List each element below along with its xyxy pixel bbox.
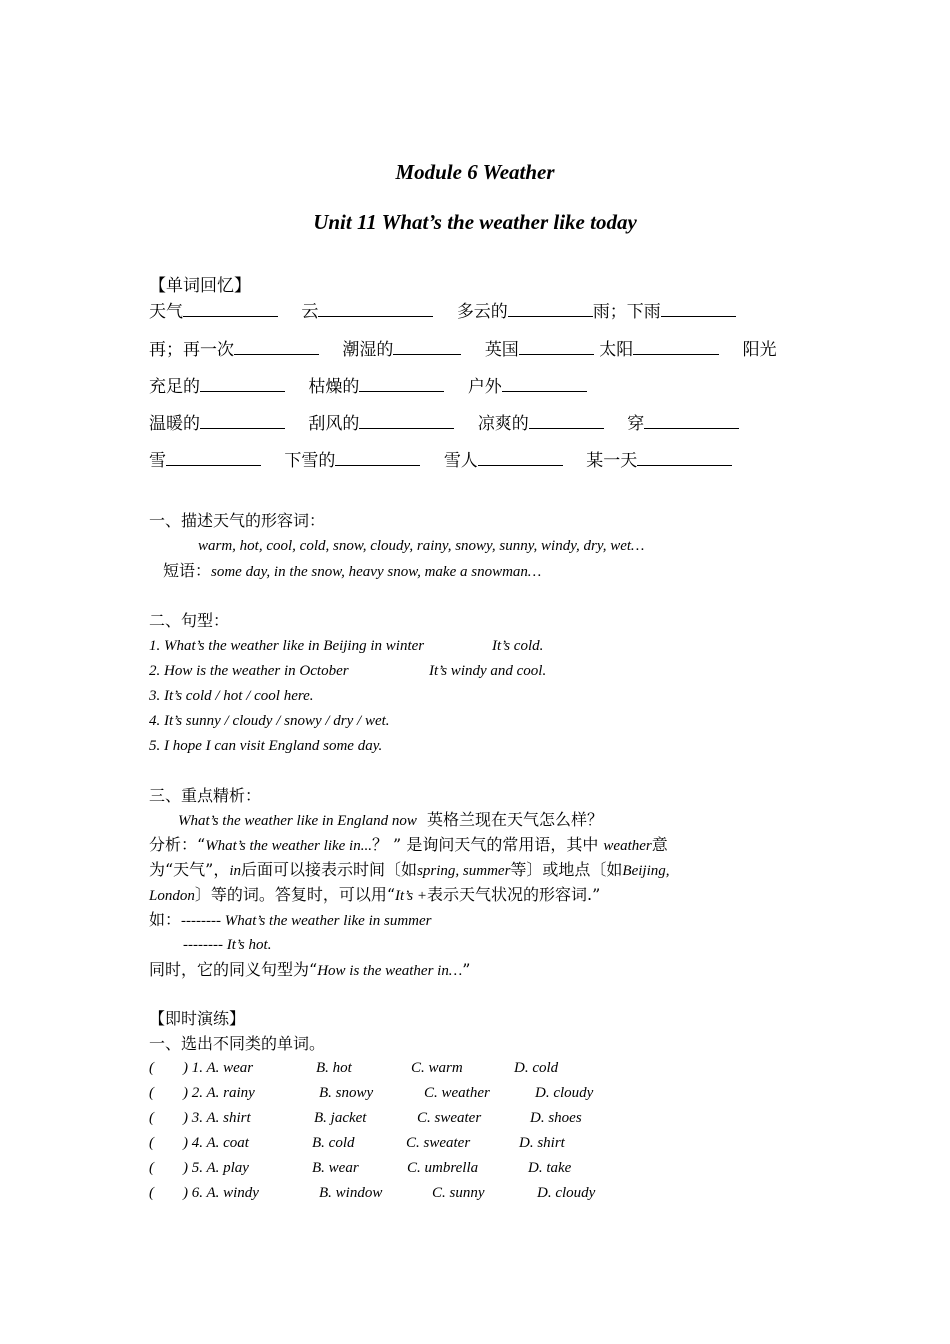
vocab-word: 充足的 [149,377,200,397]
answer-blank[interactable] [519,336,594,355]
analysis-english: London [149,888,195,904]
example-question: -------- What’s the weather like in summer [181,913,432,929]
answer-paren[interactable]: ( [149,1060,154,1076]
option-b: B. window [319,1185,383,1201]
example-answer: -------- It’s hot. [183,937,272,953]
option-d: D. cloudy [535,1085,594,1101]
option-d: D. cloudy [537,1185,596,1201]
option-c: C. umbrella [407,1160,479,1176]
synonym-text: ” [462,960,471,979]
option-c: C. weather [424,1085,490,1101]
vocab-word: 某一天 [586,451,638,471]
option-b: B. jacket [314,1110,367,1126]
option-a: ) 1. A. wear [183,1060,254,1076]
option-c: C. sweater [406,1135,471,1151]
option-a: ) 2. A. rainy [183,1085,255,1101]
vocab-word: 枯燥的 [308,377,360,397]
answer-paren[interactable]: ( [149,1135,154,1151]
vocab-word: 雪人 [443,451,478,471]
phrases-label: 短语： [163,561,212,580]
vocab-word: 凉爽的 [477,414,529,434]
answer-blank[interactable] [183,298,278,317]
answer-blank[interactable] [335,447,420,466]
page-subtitle: Unit 11 What’s the weather like today [313,210,637,234]
analysis-text: 后面可以接表示时间〔如 [241,860,418,879]
analysis-text: 意 [651,835,668,854]
answer-blank[interactable] [644,410,739,429]
vocab-word: 天气 [149,302,183,322]
vocab-row [149,336,777,362]
vocab-row [149,410,739,436]
option-d: D. shoes [530,1110,582,1126]
example-dialogue [149,909,432,932]
vocab-word: 云 [301,302,319,322]
answer-paren[interactable]: ( [149,1110,154,1126]
answer-blank[interactable] [633,336,719,355]
analysis-english: What’s the weather like in... [205,838,372,854]
answer-blank[interactable] [318,298,433,317]
analysis-text: 表示天气状况的形容词. [426,885,593,904]
option-d: D. shirt [519,1135,565,1151]
option-a: ) 5. A. play [183,1160,249,1176]
sentence-line [149,660,547,682]
option-d: D. take [528,1160,572,1176]
page-title: Module 6 Weather [395,160,555,184]
vocab-word: 刮风的 [308,414,360,434]
section3-heading: 三、重点精析： [149,786,262,805]
option-b: B. hot [316,1060,352,1076]
analysis-text: ” [592,885,601,904]
answer-paren[interactable]: ( [149,1160,154,1176]
vocab-word: 多云的 [456,302,508,322]
sentence-question: 1. What’s the weather like in Beijing in winter [149,638,425,654]
practice-heading: 一、选出不同类的单词。 [149,1034,326,1053]
adjective-list: warm, hot, cool, cold, snow, cloudy, rainy, snowy, sunny, windy, dry, wet… [198,538,645,554]
option-c: C. sunny [432,1185,485,1201]
vocab-word: 再；再一次 [149,340,234,360]
sentence-answer: It’s cold. [492,638,544,654]
vocab-word: 下雪的 [284,451,336,471]
vocab-word: 户外 [467,377,502,397]
example-english: What’s the weather like in England now [178,813,417,829]
answer-paren[interactable]: ( [149,1185,154,1201]
analysis-english: Beijing, [622,863,670,879]
example-sentence [178,809,603,832]
practice-header: 【即时演练】 [149,1009,246,1028]
answer-blank[interactable] [502,373,587,392]
sentence-line: 5. I hope I can visit England some day. [149,738,383,754]
answer-blank[interactable] [393,336,461,355]
answer-blank[interactable] [508,298,593,317]
analysis-text: 等〕或地点〔如 [510,860,623,879]
phrases-line [163,560,541,583]
answer-blank[interactable] [359,410,454,429]
option-a: ) 4. A. coat [183,1135,249,1151]
vocab-word: 雨；下雨 [592,302,661,322]
sentence-answer: It’s windy and cool. [429,663,547,679]
analysis-english: spring, summer [417,863,511,879]
answer-paren[interactable]: ( [149,1085,154,1101]
vocab-row [149,447,732,473]
analysis-text: 分析：“ [149,835,206,854]
synonym-text: 同时，它的同义句型为“ [149,960,318,979]
answer-blank[interactable] [637,447,732,466]
section2-heading: 二、句型： [149,611,230,630]
analysis-line [149,834,668,857]
vocab-word: 雪 [149,451,166,471]
vocab-word: 太阳 [599,340,634,360]
answer-blank[interactable] [234,336,319,355]
sentence-line [149,635,544,657]
analysis-text: ？ ” 是询问天气的常用语，其中 [371,835,599,854]
analysis-english: It’s + [395,888,427,904]
answer-blank[interactable] [200,373,285,392]
analysis-line [149,859,670,882]
vocab-word: 英国 [484,340,519,360]
option-b: B. wear [312,1160,359,1176]
option-d: D. cold [514,1060,559,1076]
answer-blank[interactable] [529,410,604,429]
analysis-english: weather [603,838,652,854]
analysis-text: 为“天气”， [149,860,230,879]
vocab-word: 穿 [627,414,645,434]
analysis-english: in [229,863,242,879]
option-a: ) 6. A. windy [183,1185,259,1201]
example-chinese: 英格兰现在天气怎么样？ [427,810,604,829]
analysis-line [149,884,600,907]
answer-blank[interactable] [478,447,563,466]
option-c: C. sweater [417,1110,482,1126]
option-b: B. cold [312,1135,355,1151]
phrases-list: some day, in the snow, heavy snow, make a snowman… [211,564,542,580]
vocab-header: 【单词回忆】 [149,276,251,296]
option-a: ) 3. A. shirt [183,1110,251,1126]
answer-blank[interactable] [661,298,736,317]
synonym-english: How is the weather in… [317,963,463,979]
vocab-row [149,373,587,399]
answer-blank[interactable] [166,447,261,466]
sentence-line: 3. It’s cold / hot / cool here. [149,688,314,704]
sentence-question: 2. How is the weather in October [149,663,349,679]
vocab-word: 潮湿的 [342,340,394,360]
vocab-row [149,298,736,324]
sentence-line: 4. It’s sunny / cloudy / snowy / dry / wet. [149,713,390,729]
option-c: C. warm [411,1060,463,1076]
vocab-word: 阳光 [742,340,777,360]
answer-blank[interactable] [359,373,444,392]
example-label: 如： [149,910,182,929]
option-b: B. snowy [319,1085,374,1101]
section1-heading: 一、描述天气的形容词： [149,511,326,530]
synonym-line [149,959,470,982]
analysis-text: 〕等的词。答复时，可以用“ [194,885,396,904]
vocab-word: 温暖的 [149,414,200,434]
answer-blank[interactable] [200,410,285,429]
